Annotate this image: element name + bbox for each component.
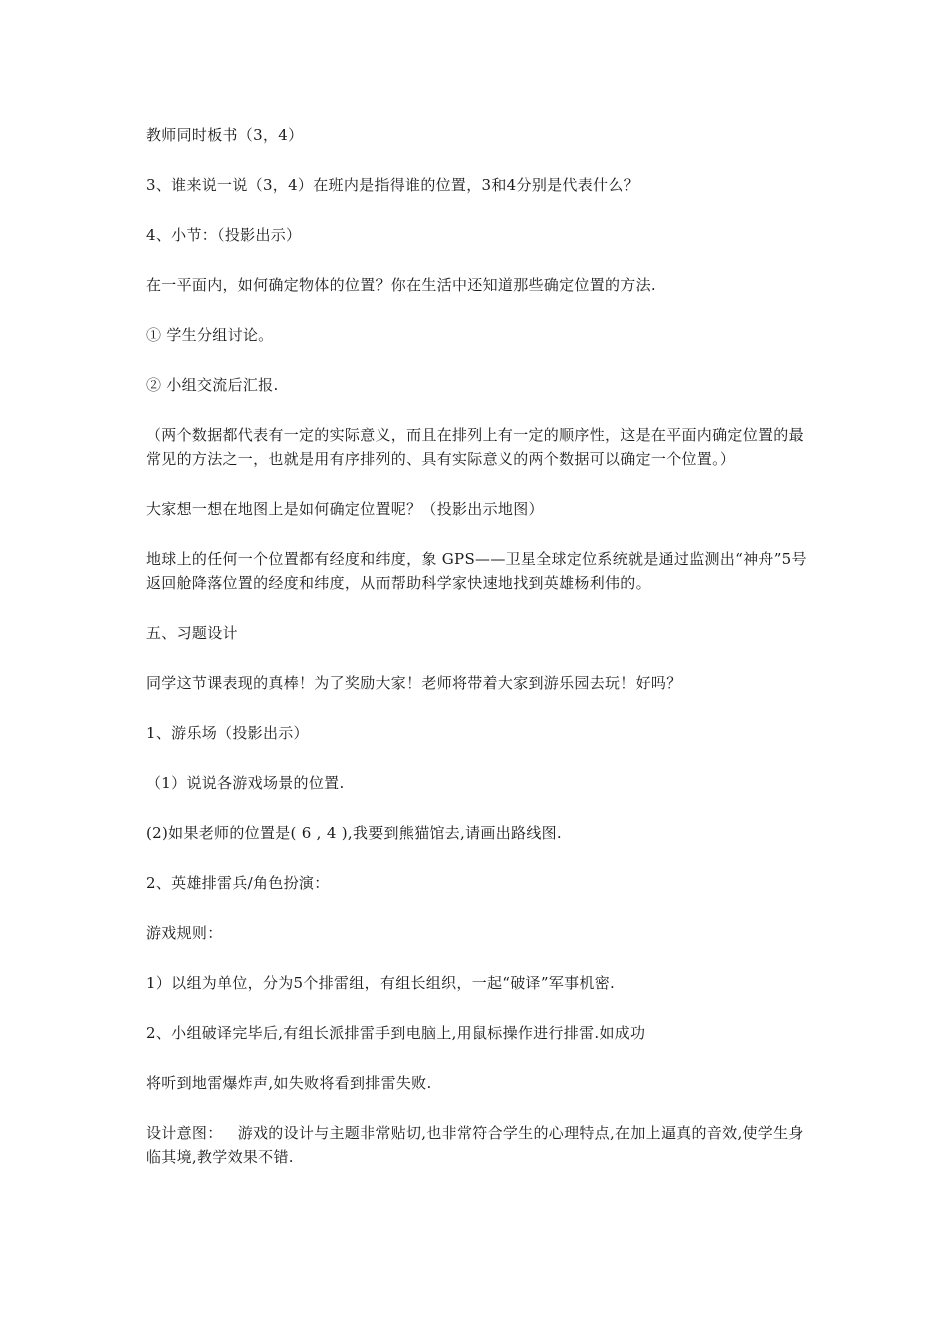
paragraph: 游戏规则： bbox=[146, 924, 223, 942]
list-item: 2、小组破译完毕后,有组长派排雷手到电脑上,用鼠标操作进行排雷.如成功 bbox=[146, 1024, 646, 1042]
paragraph: 在一平面内，如何确定物体的位置？你在生活中还知道那些确定位置的方法. bbox=[146, 276, 656, 294]
list-item: 1、游乐场（投影出示） bbox=[146, 724, 309, 742]
section-heading: 五、习题设计 bbox=[146, 624, 238, 642]
paragraph: 同学这节课表现的真棒！为了奖励大家！老师将带着大家到游乐园去玩！好吗？ bbox=[146, 674, 682, 692]
paragraph: 设计意图： 游戏的设计与主题非常贴切,也非常符合学生的心理特点,在加上逼真的音效,使学生身临其境,教学效果不错. bbox=[146, 1124, 804, 1166]
list-item: ② 小组交流后汇报. bbox=[146, 376, 279, 394]
paragraph: 3、谁来说一说（3，4）在班内是指得谁的位置，3和4分别是代表什么？ bbox=[146, 176, 639, 194]
paragraph: 教师同时板书（3，4） bbox=[146, 126, 304, 144]
list-item: （1）说说各游戏场景的位置. bbox=[146, 774, 345, 792]
list-item: 1）以组为单位，分为5个排雷组，有组长组织，一起“破译”军事机密. bbox=[146, 974, 616, 992]
paragraph: 地球上的任何一个位置都有经度和纬度，象 GPS——卫星全球定位系统就是通过监测出“神舟”5号返回舱降落位置的经度和纬度，从而帮助科学家快速地找到英雄杨利伟的。 bbox=[146, 550, 807, 592]
paragraph: 将听到地雷爆炸声,如失败将看到排雷失败. bbox=[146, 1074, 432, 1092]
section-heading: 4、小节：（投影出示） bbox=[146, 226, 302, 244]
list-item: 2、英雄排雷兵/角色扮演： bbox=[146, 874, 330, 892]
document-body bbox=[146, 123, 810, 1195]
list-item: (2)如果老师的位置是( 6 , 4 ),我要到熊猫馆去,请画出路线图. bbox=[146, 824, 562, 842]
paragraph: （两个数据都代表有一定的实际意义，而且在排列上有一定的顺序性，这是在平面内确定位置的最常见的方法之一，也就是用有序排列的、具有实际意义的两个数据可以确定一个位置。） bbox=[146, 426, 804, 468]
list-item: ① 学生分组讨论。 bbox=[146, 326, 274, 344]
paragraph: 大家想一想在地图上是如何确定位置呢？（投影出示地图） bbox=[146, 500, 544, 518]
